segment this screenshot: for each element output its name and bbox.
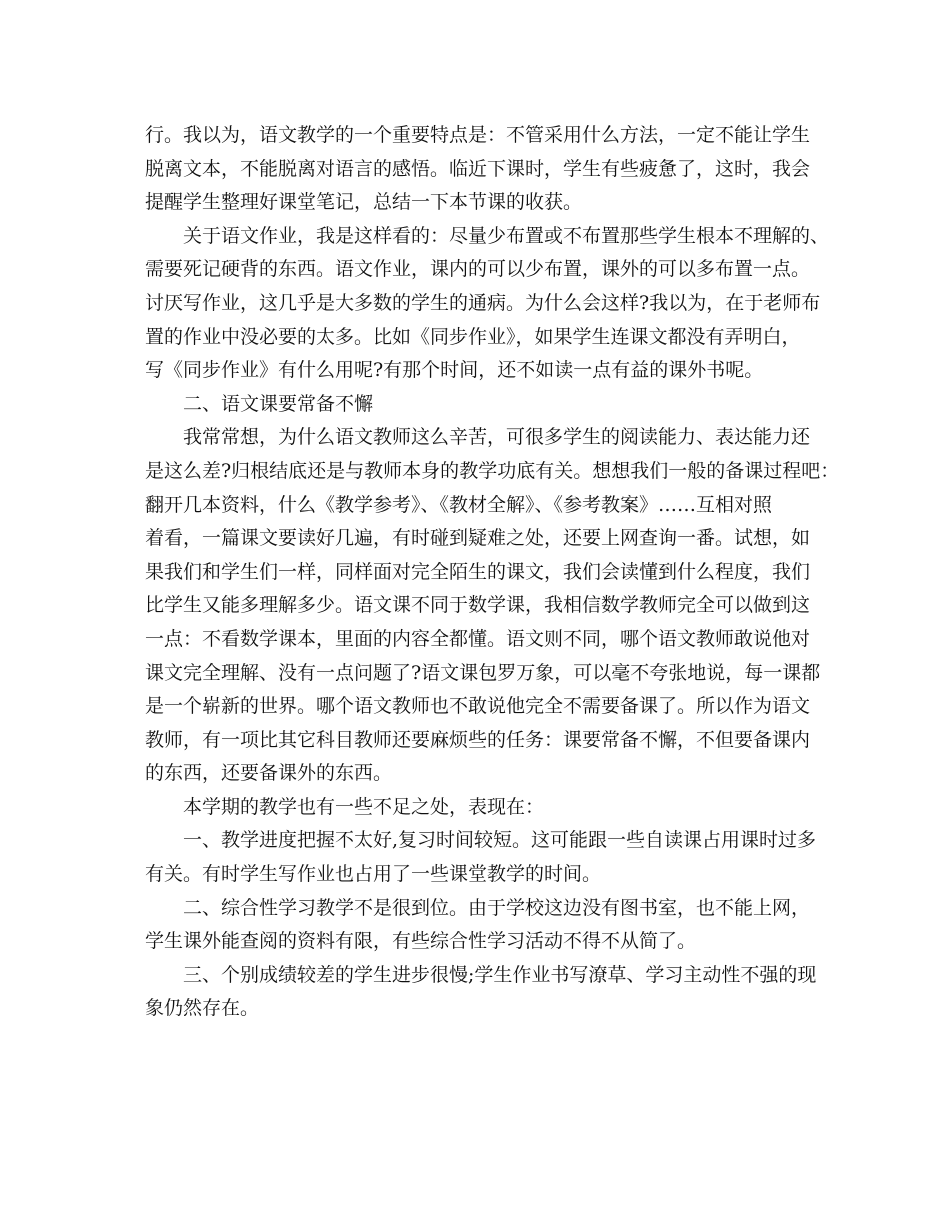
text-line: 课文完全理解、没有一点问题了?语文课包罗万象，可以毫不夸张地说，每一课都 <box>145 661 821 684</box>
text-line: 脱离文本，不能脱离对语言的感悟。临近下课时，学生有些疲惫了，这时，我会 <box>145 157 811 180</box>
text-line: 需要死记硬背的东西。语文作业，课内的可以少布置，课外的可以多布置一点。 <box>145 258 811 281</box>
text-line: 翻开几本资料，什么《教学参考》、《教材全解》、《参考教案》……互相对照 <box>145 493 773 516</box>
text-line: 提醒学生整理好课堂笔记，总结一下本节课的收获。 <box>145 191 583 214</box>
text-line: 是这么差?归根结底还是与教师本身的教学功底有关。想想我们一般的备课过程吧： <box>145 459 840 482</box>
text-line: 教师，有一项比其它科目教师还要麻烦些的任务：课要常备不懈，不但要备课内 <box>145 728 811 751</box>
text-line: 写《同步作业》有什么用呢?有那个时间，还不如读一点有益的课外书呢。 <box>145 359 764 382</box>
text-line: 我常常想，为什么语文教师这么辛苦，可很多学生的阅读能力、表达能力还 <box>183 426 811 449</box>
text-line: 比学生又能多理解多少。语文课不同于数学课，我相信数学教师完全可以做到这 <box>145 594 811 617</box>
text-line: 象仍然存在。 <box>145 997 260 1020</box>
text-line: 果我们和学生们一样，同样面对完全陌生的课文，我们会读懂到什么程度，我们 <box>145 560 811 583</box>
text-line: 是一个崭新的世界。哪个语文教师也不敢说他完全不需要备课了。所以作为语文 <box>145 695 811 718</box>
text-line: 一、教学进度把握不太好,复习时间较短。这可能跟一些自读课占用课时过多 <box>183 829 817 852</box>
text-line: 着看，一篇课文要读好几遍，有时碰到疑难之处，还要上网查询一番。试想，如 <box>145 527 811 550</box>
text-line: 学生课外能查阅的资料有限，有些综合性学习活动不得不从简了。 <box>145 930 697 953</box>
document-body <box>145 119 840 1026</box>
text-line: 二、语文课要常备不懈 <box>183 392 374 415</box>
text-line: 一点：不看数学课本，里面的内容全都懂。语文则不同，哪个语文教师敢说他对 <box>145 627 811 650</box>
text-line: 的东西，还要备课外的东西。 <box>145 762 393 785</box>
text-line: 行。我以为，语文教学的一个重要特点是：不管采用什么方法，一定不能让学生 <box>145 124 811 146</box>
text-line: 有关。有时学生写作业也占用了一些课堂教学的时间。 <box>145 863 602 886</box>
text-line: 三、个别成绩较差的学生进步很慢;学生作业书写潦草、学习主动性不强的现 <box>183 963 817 986</box>
text-line: 置的作业中没必要的太多。比如《同步作业》，如果学生连课文都没有弄明白， <box>145 325 801 348</box>
text-line: 二、综合性学习教学不是很到位。由于学校这边没有图书室，也不能上网， <box>183 896 811 919</box>
text-line: 本学期的教学也有一些不足之处，表现在： <box>183 795 545 818</box>
text-line: 关于语文作业，我是这样看的：尽量少布置或不布置那些学生根本不理解的、 <box>183 224 830 247</box>
text-line: 讨厌写作业，这几乎是大多数的学生的通病。为什么会这样?我以为，在于老师布 <box>145 291 821 314</box>
